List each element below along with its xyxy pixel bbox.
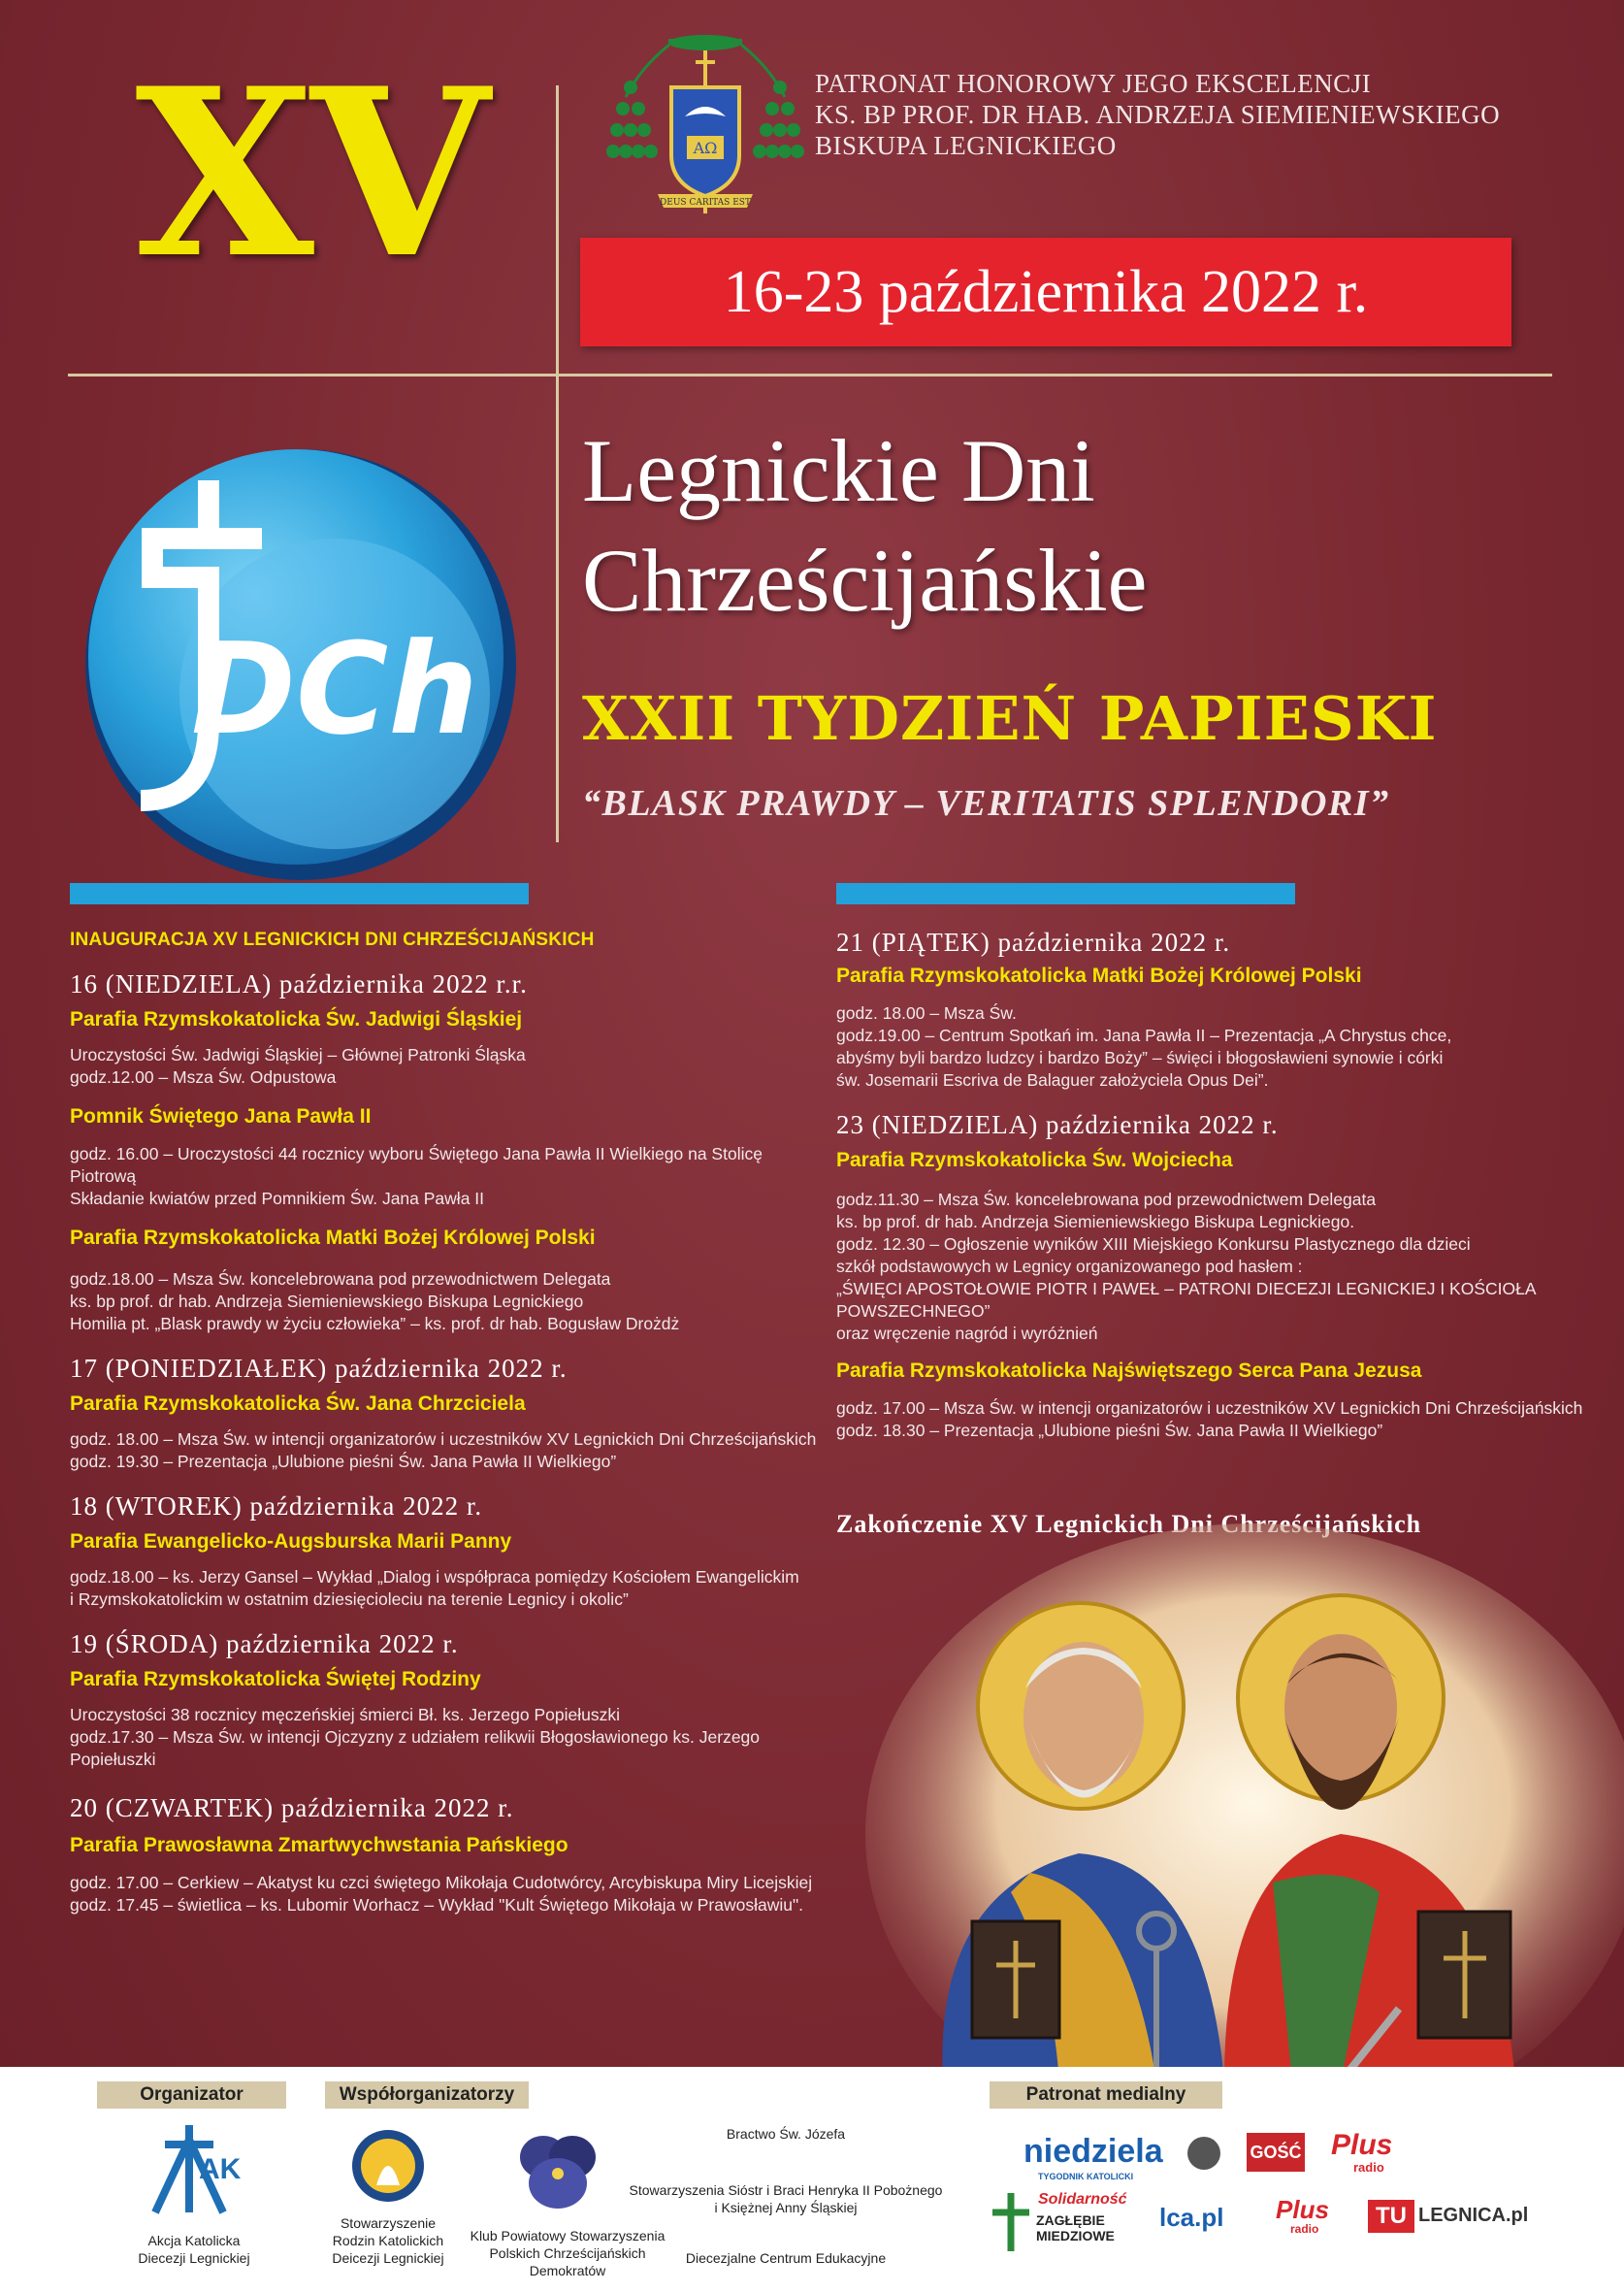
schedule-line: godz.12.00 – Msza Św. Odpustowa <box>70 1067 337 1087</box>
day-16 <box>70 968 827 1335</box>
schedule-line: oraz wręczenie nagród i wyróżnień <box>836 1324 1098 1343</box>
place: Parafia Rzymskokatolicka Najświętszego Serca Pana Jezusa <box>836 1359 1422 1382</box>
day-title: 20 (CZWARTEK) października 2022 r. <box>70 1793 514 1822</box>
plus-radio-logo-2: Plus <box>1276 2195 1329 2224</box>
catholic-action-logo-icon <box>150 2120 242 2217</box>
program-right <box>836 927 1603 1442</box>
divider-vertical <box>556 85 559 842</box>
place: Parafia Rzymskokatolicka Matki Bożej Królowej Polski <box>836 965 1362 987</box>
family-association-logo-icon <box>349 2127 427 2205</box>
blue-accent-bar <box>70 883 529 904</box>
pansy-flower-logo-icon <box>514 2130 601 2212</box>
day-17 <box>70 1353 827 1473</box>
schedule-line: i Rzymskokatolickim w ostatnim dziesięcioleciu na terenie Legnicy i okolic” <box>70 1589 629 1609</box>
svg-text:AΩ: AΩ <box>693 139 718 157</box>
schedule-line: godz. 19.30 – Prezentacja „Ulubione pieśni Św. Jana Pawła II Wielkiego” <box>70 1452 617 1471</box>
schedule-line: godz. 17.45 – świetlica – ks. Lubomir Worhacz – Wykład "Kult Świętego Mikołaja w Prawosławiu". <box>70 1895 804 1915</box>
schedule-line: godz.17.30 – Msza Św. w intencji Ojczyzny z udziałem relikwii Błogosławionego ks. Jerzego Popiełuszki <box>70 1727 761 1769</box>
ldch-logo-icon <box>63 432 519 888</box>
schedule-line: godz. 18.00 – Msza Św. <box>836 1003 1017 1023</box>
day-title: 17 (PONIEDZIAŁEK) października 2022 r. <box>70 1354 568 1383</box>
schedule-line: Uroczystości 38 rocznicy męczeńskiej śmierci Bł. ks. Jerzego Popiełuszki <box>70 1705 620 1724</box>
schedule-line: godz. 12.30 – Ogłoszenie wyników XIII Miejskiego Konkursu Plastycznego dla dzieci <box>836 1234 1471 1254</box>
place: Parafia Rzymskokatolicka Św. Jadwigi Śląskiej <box>70 1008 523 1031</box>
schedule-line: Uroczystości Św. Jadwigi Śląskiej – Głównej Patronki Śląska <box>70 1045 526 1064</box>
schedule-line: godz. 17.00 – Cerkiew – Akatyst ku czci świętego Mikołaja Cudotwórcy, Arcybiskupa Miry Licejskiej <box>70 1873 813 1892</box>
lca-logo: lca.pl <box>1159 2203 1224 2232</box>
radio-label-2: radio <box>1290 2222 1319 2236</box>
solidarnosc-logo: Solidarność <box>1038 2191 1127 2208</box>
dates-banner <box>580 238 1511 346</box>
place: Parafia Prawosławna Zmartwychwstania Pańskiego <box>70 1834 568 1856</box>
day-23 <box>836 1109 1603 1442</box>
slogan: “BLASK PRAWDY – VERITATIS SPLENDORI” <box>582 783 1390 824</box>
main-title-line2: Chrześcijańskie <box>582 531 1148 630</box>
main-title-line1: Legnickie Dni <box>582 421 1095 520</box>
saints-peter-paul-image <box>836 1543 1624 2081</box>
program-left <box>70 930 827 1916</box>
place: Parafia Rzymskokatolicka Św. Wojciecha <box>836 1149 1233 1171</box>
schedule-line: godz.18.00 – ks. Jerzy Gansel – Wykład „Dialog i współpraca pomiędzy Kościołem Ewangelickim <box>70 1567 799 1587</box>
patronage-line: KS. BP PROF. DR HAB. ANDRZEJA SIEMIENIEWSKIEGO <box>815 100 1501 129</box>
schedule-line: godz. 18.30 – Prezentacja „Ulubione pieśni Św. Jana Pawła II Wielkiego” <box>836 1421 1383 1440</box>
place: Parafia Ewangelicko-Augsburska Marii Panny <box>70 1530 512 1553</box>
niedziela-logo: niedziela <box>1023 2133 1163 2170</box>
coorganizers-label: Współorganizatorzy <box>325 2081 529 2109</box>
place: Pomnik Świętego Jana Pawła II <box>70 1105 372 1128</box>
logo-text: DCh <box>191 615 478 763</box>
edition-number: XV <box>135 39 486 310</box>
day-18 <box>70 1490 827 1611</box>
day-19 <box>70 1628 827 1771</box>
bishop-coat-of-arms-icon <box>601 29 810 223</box>
schedule-line: abyśmy byli bardzo ludzcy i bardzo Boży” – święci i błogosławieni synowie i córki <box>836 1048 1444 1067</box>
blue-accent-bar <box>836 883 1295 904</box>
media-patronage-label: Patronat medialny <box>990 2081 1222 2109</box>
coorganizer-5: Diecezjalne Centrum Edukacyjne <box>685 2250 887 2266</box>
organizer-logo-text: AK <box>199 2153 242 2185</box>
honorary-patronage <box>815 68 1552 161</box>
niedziela-subtitle: TYGODNIK KATOLICKI <box>1038 2172 1134 2181</box>
organizer-label: Organizator <box>97 2081 286 2109</box>
day-title: 23 (NIEDZIELA) października 2022 r. <box>836 1110 1279 1139</box>
dates-text: 16-23 października 2022 r. <box>723 259 1369 325</box>
patronage-line: BISKUPA LEGNICKIEGO <box>815 131 1117 160</box>
cross-logo-icon <box>985 2188 1038 2256</box>
patronage-line: PATRONAT HONOROWY JEGO EKSCELENCJI <box>815 69 1372 98</box>
inauguration-heading: INAUGURACJA XV LEGNICKICH DNI CHRZEŚCIJAŃSKICH <box>70 930 595 950</box>
footer <box>0 2067 1624 2292</box>
schedule-line: Składanie kwiatów przed Pomnikiem Św. Jana Pawła II <box>70 1189 485 1208</box>
plus-radio-logo: Plus <box>1331 2129 1393 2161</box>
schedule-line: szkół podstawowych w Legnicy organizowanego pod hasłem : <box>836 1257 1303 1276</box>
coorganizer-2: Klub Powiatowy Stowarzyszenia Polskich Chrześcijańskich Demokratów <box>470 2228 666 2278</box>
papal-week-title: XXII TYDZIEŃ PAPIESKI <box>582 683 1438 754</box>
schedule-line: św. Josemarii Escriva de Balaguer założyciela Opus Dei”. <box>836 1070 1269 1090</box>
motto: DEUS CARITAS EST <box>660 198 751 208</box>
schedule-line: godz.19.00 – Centrum Spotkań im. Jana Pawła II – Prezentacja „A Chrystus chce, <box>836 1026 1452 1045</box>
place: Parafia Rzymskokatolicka Świętej Rodziny <box>70 1668 481 1690</box>
schedule-line: godz. 17.00 – Msza Św. w intencji organizatorów i uczestników XV Legnickich Dni Chrześcijańskich <box>836 1398 1583 1418</box>
day-title: 16 (NIEDZIELA) października 2022 r.r. <box>70 969 528 999</box>
day-title: 18 (WTOREK) października 2022 r. <box>70 1491 483 1521</box>
coorganizer-4: Stowarzyszenia Sióstr i Braci Henryka II Pobożnego i Księżnej Anny Śląskiej <box>629 2182 943 2215</box>
divider-horizontal <box>68 374 1552 377</box>
coorganizer-1: Stowarzyszenie Rodzin Katolickich Deicezji Legnickiej <box>332 2215 444 2266</box>
place: Parafia Rzymskokatolicka Matki Bożej Królowej Polski <box>70 1227 596 1249</box>
schedule-line: „ŚWIĘCI APOSTOŁOWIE PIOTR I PAWEŁ – PATRONI DIECEZJI LEGNICKIEJ I KOŚCIOŁA POWSZECHNEGO” <box>836 1279 1536 1321</box>
gosc-logo: GOŚĆ <box>1247 2133 1305 2172</box>
coin-icon <box>1187 2137 1220 2170</box>
schedule-line: Homilia pt. „Blask prawdy w życiu człowieka” – ks. prof. dr hab. Bogusław Drożdż <box>70 1314 680 1333</box>
closing-heading: Zakończenie XV Legnickich Dni Chrześcijańskich <box>836 1510 1422 1538</box>
schedule-line: godz.11.30 – Msza Św. koncelebrowana pod przewodnictwem Delegata <box>836 1190 1377 1209</box>
schedule-line: ks. bp prof. dr hab. Andrzeja Siemieniewskiego Biskupa Legnickiego <box>70 1292 584 1311</box>
place: Parafia Rzymskokatolicka Św. Jana Chrzciciela <box>70 1392 526 1415</box>
schedule-line: godz. 18.00 – Msza Św. w intencji organizatorów i uczestników XV Legnickich Dni Chrześcijańskich <box>70 1429 817 1449</box>
schedule-line: godz.18.00 – Msza Św. koncelebrowana pod przewodnictwem Delegata <box>70 1269 611 1289</box>
tu-logo: TU <box>1368 2200 1414 2233</box>
radio-label: radio <box>1353 2160 1384 2175</box>
schedule-line: ks. bp prof. dr hab. Andrzeja Siemieniewskiego Biskupa Legnickiego. <box>836 1212 1355 1231</box>
organizer-name: Akcja Katolicka Diecezji Legnickiej <box>138 2233 250 2266</box>
legnica-pl-logo: LEGNICA.pl <box>1418 2205 1529 2226</box>
coorganizer-3: Bractwo Św. Józefa <box>726 2126 846 2142</box>
day-21 <box>836 927 1603 1092</box>
schedule-line: godz. 16.00 – Uroczystości 44 rocznicy wyboru Świętego Jana Pawła II Wielkiego na Stolicę Piotrową <box>70 1144 763 1186</box>
zaglebie-logo: ZAGŁĘBIE MIEDZIOWE <box>1036 2212 1115 2243</box>
day-20 <box>70 1792 827 1916</box>
day-title: 21 (PIĄTEK) października 2022 r. <box>836 928 1231 957</box>
day-title: 19 (ŚRODA) października 2022 r. <box>70 1629 459 1658</box>
